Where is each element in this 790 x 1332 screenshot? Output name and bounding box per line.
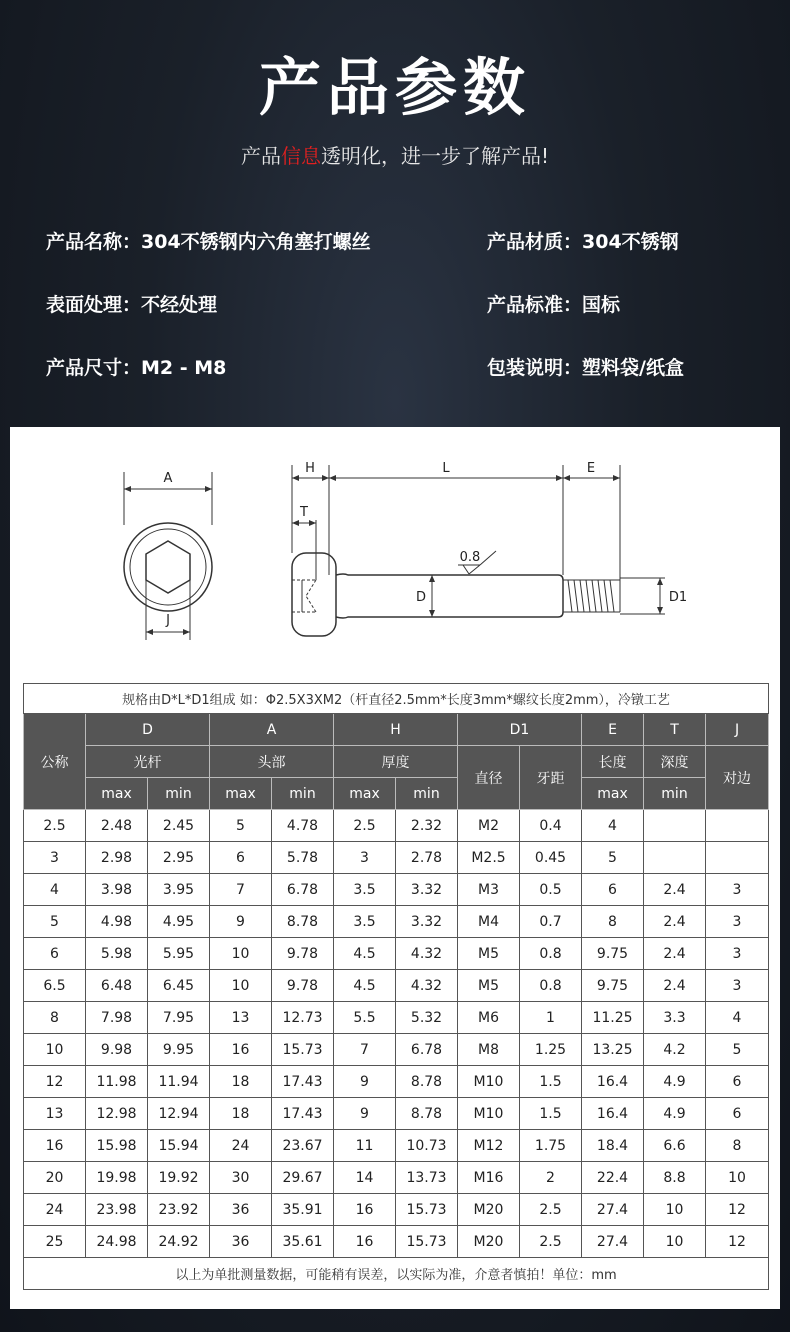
table-cell: 5.78 (272, 842, 334, 874)
table-cell: 12.98 (86, 1098, 148, 1130)
table-cell: 10 (210, 970, 272, 1002)
table-cell: M2.5 (458, 842, 520, 874)
table-cell: 3 (24, 842, 86, 874)
table-cell: 9 (210, 906, 272, 938)
table-cell: 6 (210, 842, 272, 874)
table-cell: 36 (210, 1194, 272, 1226)
table-row (24, 938, 769, 970)
table-cell: M2 (458, 810, 520, 842)
table-cell: 16 (24, 1130, 86, 1162)
label-E: E (586, 461, 596, 476)
table-row (24, 810, 769, 842)
header-length: 长度 (582, 746, 644, 778)
label-T: T (300, 505, 308, 520)
info-standard: 产品标准：国标 (487, 294, 621, 316)
header-across-flats: 对边 (706, 746, 769, 810)
hex-socket (146, 541, 190, 593)
header-pitch: 牙距 (520, 746, 582, 810)
table-cell: 10 (644, 1194, 706, 1226)
label-J: J (166, 613, 170, 628)
table-cell: 3.32 (396, 874, 458, 906)
table-cell: 5 (24, 906, 86, 938)
table-cell: M4 (458, 906, 520, 938)
table-cell: 36 (210, 1226, 272, 1258)
table-cell: 7 (334, 1034, 396, 1066)
table-cell: 11 (334, 1130, 396, 1162)
table-cell: 12.73 (272, 1002, 334, 1034)
table-cell: 0.7 (520, 906, 582, 938)
table-cell: 13 (24, 1098, 86, 1130)
table-cell: 9.78 (272, 970, 334, 1002)
table-cell: 15.73 (396, 1194, 458, 1226)
table-cell: M8 (458, 1034, 520, 1066)
subtitle-highlight: 信息 (280, 144, 321, 168)
table-cell: 9.78 (272, 938, 334, 970)
table-cell: 2.4 (644, 970, 706, 1002)
table-cell: 10 (210, 938, 272, 970)
header-A: A (210, 714, 334, 746)
info-surface: 表面处理：不经处理 (46, 294, 218, 316)
table-cell: 2.48 (86, 810, 148, 842)
table-cell (706, 810, 769, 842)
table-cell: 9.98 (86, 1034, 148, 1066)
table-row (24, 970, 769, 1002)
table-cell: 4.2 (644, 1034, 706, 1066)
header-nominal: 公称 (24, 714, 86, 810)
table-cell: 2.4 (644, 906, 706, 938)
table-row (24, 1034, 769, 1066)
header-min: min (396, 778, 458, 810)
table-cell: 6 (24, 938, 86, 970)
table-cell: 8.8 (644, 1162, 706, 1194)
table-cell: 0.8 (520, 970, 582, 1002)
table-cell: 24 (24, 1194, 86, 1226)
table-cell: 2.5 (520, 1194, 582, 1226)
table-cell: 15.98 (86, 1130, 148, 1162)
table-cell: 2 (520, 1162, 582, 1194)
table-cell: 2.78 (396, 842, 458, 874)
table-cell: 30 (210, 1162, 272, 1194)
table-cell: 6 (582, 874, 644, 906)
head-outer-circle (124, 523, 212, 611)
table-cell: 9.75 (582, 970, 644, 1002)
table-cell: 6.78 (272, 874, 334, 906)
table-cell: 15.94 (148, 1130, 210, 1162)
table-cell: 8.78 (272, 906, 334, 938)
table-cell: 3 (706, 906, 769, 938)
header-D1: D1 (458, 714, 582, 746)
table-cell: 9.95 (148, 1034, 210, 1066)
table-cell: M10 (458, 1066, 520, 1098)
table-row (24, 842, 769, 874)
label-roughness: 0.8 (459, 550, 481, 565)
table-cell: 5.98 (86, 938, 148, 970)
table-cell: 10.73 (396, 1130, 458, 1162)
table-cell: 3.98 (86, 874, 148, 906)
table-cell: 10 (706, 1162, 769, 1194)
table-cell: 16.4 (582, 1066, 644, 1098)
table-cell: 4 (706, 1002, 769, 1034)
table-cell: 9.75 (582, 938, 644, 970)
page-title: 产品参数 (258, 51, 531, 124)
table-cell: 2.5 (334, 810, 396, 842)
info-packing: 包装说明：塑料袋/纸盒 (487, 357, 684, 379)
table-row (24, 1098, 769, 1130)
table-cell: 4.98 (86, 906, 148, 938)
table-cell: 9 (334, 1098, 396, 1130)
table-cell: 19.92 (148, 1162, 210, 1194)
table-cell: 7 (210, 874, 272, 906)
header-max: max (210, 778, 272, 810)
table-cell: 5.95 (148, 938, 210, 970)
table-cell: 2.4 (644, 938, 706, 970)
table-cell: 23.92 (148, 1194, 210, 1226)
table-cell: 4 (582, 810, 644, 842)
table-footer: 以上为单批测量数据，可能稍有误差，以实际为准，介意者慎拍！单位：mm (24, 1258, 769, 1290)
table-cell: 11.94 (148, 1066, 210, 1098)
table-cell: 6.6 (644, 1130, 706, 1162)
table-cell: 2.45 (148, 810, 210, 842)
table-cell: 4.95 (148, 906, 210, 938)
header-max: max (334, 778, 396, 810)
header-H: H (334, 714, 458, 746)
table-cell: 23.67 (272, 1130, 334, 1162)
header-min: min (148, 778, 210, 810)
table-cell: 7.95 (148, 1002, 210, 1034)
table-cell: 3 (706, 938, 769, 970)
table-cell: 29.67 (272, 1162, 334, 1194)
table-row (24, 1226, 769, 1258)
table-cell: 0.45 (520, 842, 582, 874)
table-cell: 3 (706, 970, 769, 1002)
table-caption: 规格由D*L*D1组成 如：Φ2.5X3XM2（杆直径2.5mm*长度3mm*螺纹长度2mm），冷镦工艺 (24, 684, 769, 714)
label-L: L (442, 461, 450, 476)
table-cell: 35.61 (272, 1226, 334, 1258)
header-min: min (272, 778, 334, 810)
table-cell: 6 (706, 1066, 769, 1098)
table-cell: 6.5 (24, 970, 86, 1002)
table-row (24, 1002, 769, 1034)
table-cell: 35.91 (272, 1194, 334, 1226)
table-row (24, 1066, 769, 1098)
table-cell: 4.32 (396, 970, 458, 1002)
table-cell: 23.98 (86, 1194, 148, 1226)
table-cell: 17.43 (272, 1066, 334, 1098)
header-max: max (582, 778, 644, 810)
header-depth: 深度 (644, 746, 706, 778)
table-cell: 8.78 (396, 1098, 458, 1130)
table-cell: 5 (582, 842, 644, 874)
table-cell: 3.3 (644, 1002, 706, 1034)
table-cell: 12 (706, 1226, 769, 1258)
table-cell: 0.4 (520, 810, 582, 842)
table-cell: 25 (24, 1226, 86, 1258)
table-cell: 12 (24, 1066, 86, 1098)
table-cell: 2.5 (520, 1226, 582, 1258)
header-D: D (86, 714, 210, 746)
table-cell: 4.9 (644, 1066, 706, 1098)
table-cell: 8.78 (396, 1066, 458, 1098)
table-cell: 13 (210, 1002, 272, 1034)
table-cell: M10 (458, 1098, 520, 1130)
table-cell: 10 (24, 1034, 86, 1066)
table-cell: 1 (520, 1002, 582, 1034)
table-cell: 6.45 (148, 970, 210, 1002)
table-cell: 5 (210, 810, 272, 842)
table-cell: 3.5 (334, 906, 396, 938)
table-row (24, 906, 769, 938)
table-cell: M6 (458, 1002, 520, 1034)
table-cell: 5.32 (396, 1002, 458, 1034)
table-cell: 18.4 (582, 1130, 644, 1162)
info-material: 产品材质：304不锈钢 (487, 231, 679, 253)
table-cell: 12 (706, 1194, 769, 1226)
table-cell: 16 (334, 1194, 396, 1226)
table-cell: 3.5 (334, 874, 396, 906)
table-cell: 5 (706, 1034, 769, 1066)
table-cell: M20 (458, 1194, 520, 1226)
table-cell: 2.5 (24, 810, 86, 842)
table-row (24, 874, 769, 906)
table-row (24, 1130, 769, 1162)
label-A: A (163, 471, 173, 486)
table-cell: 3.95 (148, 874, 210, 906)
table-cell: 0.8 (520, 938, 582, 970)
table-cell: 3 (334, 842, 396, 874)
table-cell: 11.98 (86, 1066, 148, 1098)
table-cell: 11.25 (582, 1002, 644, 1034)
table-cell: 4.78 (272, 810, 334, 842)
table-cell: 4.5 (334, 970, 396, 1002)
subtitle-post: 透明化，进一步了解产品! (320, 144, 550, 168)
header-shank: 光杆 (86, 746, 210, 778)
table-cell (706, 842, 769, 874)
info-product-name: 产品名称：304不锈钢内六角塞打螺丝 (46, 231, 371, 253)
header-E: E (582, 714, 644, 746)
table-cell: M5 (458, 970, 520, 1002)
table-cell: 1.5 (520, 1098, 582, 1130)
subtitle-pre: 产品 (240, 144, 281, 168)
table-cell: M12 (458, 1130, 520, 1162)
table-cell: 24.92 (148, 1226, 210, 1258)
table-cell: 10 (644, 1226, 706, 1258)
table-cell: 6.78 (396, 1034, 458, 1066)
table-cell: 14 (334, 1162, 396, 1194)
table-cell: 12.94 (148, 1098, 210, 1130)
table-cell: 20 (24, 1162, 86, 1194)
table-cell: 7.98 (86, 1002, 148, 1034)
table-cell: 27.4 (582, 1194, 644, 1226)
screw-shank (336, 574, 563, 618)
table-cell: M3 (458, 874, 520, 906)
table-cell: 4.32 (396, 938, 458, 970)
table-cell: 15.73 (272, 1034, 334, 1066)
table-cell: 2.98 (86, 842, 148, 874)
table-cell: 16.4 (582, 1098, 644, 1130)
table-cell: 6.48 (86, 970, 148, 1002)
table-cell: M5 (458, 938, 520, 970)
table-cell: 16 (210, 1034, 272, 1066)
table-row (24, 1162, 769, 1194)
table-cell: 16 (334, 1226, 396, 1258)
spec-table (23, 683, 769, 1290)
table-cell (644, 810, 706, 842)
table-cell: 4.5 (334, 938, 396, 970)
table-cell: 17.43 (272, 1098, 334, 1130)
info-size: 产品尺寸：M2 - M8 (46, 357, 227, 379)
table-cell: 4.9 (644, 1098, 706, 1130)
table-cell: 1.25 (520, 1034, 582, 1066)
header-min: min (644, 778, 706, 810)
header-max: max (86, 778, 148, 810)
table-cell: 27.4 (582, 1226, 644, 1258)
table-cell: 1.75 (520, 1130, 582, 1162)
table-cell: 13.25 (582, 1034, 644, 1066)
table-row (24, 1194, 769, 1226)
header-diameter: 直径 (458, 746, 520, 810)
table-cell: 24 (210, 1130, 272, 1162)
thread-section (568, 580, 614, 612)
table-cell: 8 (24, 1002, 86, 1034)
table-cell: 8 (706, 1130, 769, 1162)
label-D1: D1 (668, 590, 688, 605)
table-cell: 2.4 (644, 874, 706, 906)
table-cell: 6 (706, 1098, 769, 1130)
table-cell: M16 (458, 1162, 520, 1194)
table-cell: 8 (582, 906, 644, 938)
table-cell: 13.73 (396, 1162, 458, 1194)
label-H: H (305, 461, 315, 476)
table-cell: 15.73 (396, 1226, 458, 1258)
label-D: D (415, 590, 427, 605)
table-cell: 1.5 (520, 1066, 582, 1098)
table-cell: 0.5 (520, 874, 582, 906)
table-cell: 22.4 (582, 1162, 644, 1194)
table-cell (644, 842, 706, 874)
table-cell: 19.98 (86, 1162, 148, 1194)
table-cell: 18 (210, 1098, 272, 1130)
table-cell: 3.32 (396, 906, 458, 938)
table-cell: 2.32 (396, 810, 458, 842)
header-T: T (644, 714, 706, 746)
table-cell: 3 (706, 874, 769, 906)
header-J: J (706, 714, 769, 746)
table-cell: 4 (24, 874, 86, 906)
header-head: 头部 (210, 746, 334, 778)
header-thickness: 厚度 (334, 746, 458, 778)
table-cell: 5.5 (334, 1002, 396, 1034)
table-cell: 9 (334, 1066, 396, 1098)
table-cell: M20 (458, 1226, 520, 1258)
table-cell: 24.98 (86, 1226, 148, 1258)
table-cell: 18 (210, 1066, 272, 1098)
table-cell: 2.95 (148, 842, 210, 874)
